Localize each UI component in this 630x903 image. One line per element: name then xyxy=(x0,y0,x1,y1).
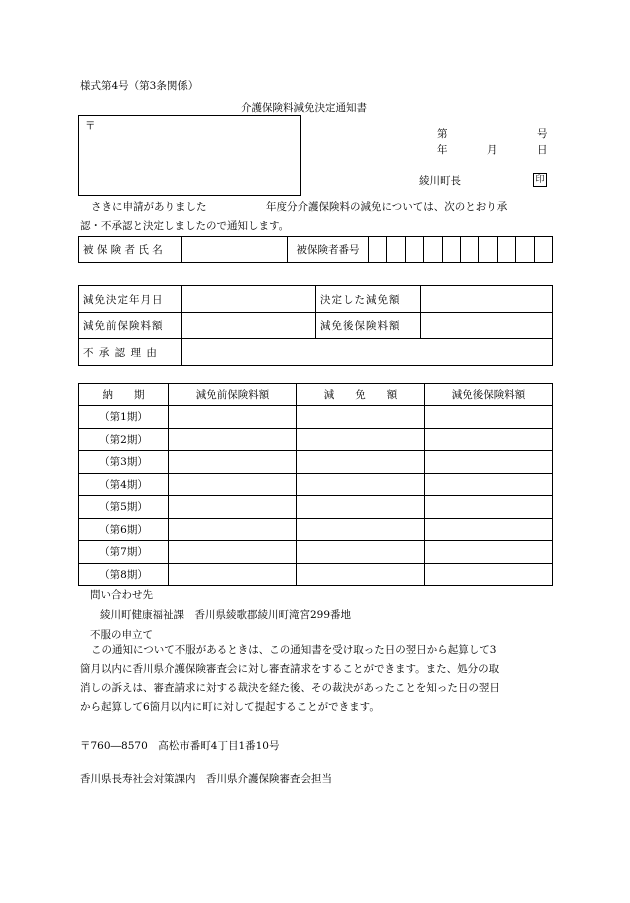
insured-number-label: 被保険者番号 xyxy=(288,237,369,263)
digit-cell xyxy=(534,237,552,263)
table-cell xyxy=(425,406,553,429)
appeal-office: 香川県長寿社会対策課内 香川県介護保険審査会担当 xyxy=(80,773,332,785)
digit-cell xyxy=(442,237,460,263)
address-box xyxy=(78,115,301,196)
seal-mark: 印 xyxy=(533,173,547,187)
table-cell xyxy=(297,518,425,541)
decided-amount-field xyxy=(421,286,553,313)
ref-go: 号 xyxy=(537,128,548,140)
before-amount-label: 減免前保険料額 xyxy=(79,313,182,339)
ref-dai: 第 xyxy=(437,128,448,140)
table-cell xyxy=(169,563,297,586)
postal-mark: 〒 xyxy=(85,120,96,132)
period-label: （第4期） xyxy=(79,473,169,496)
digit-cell xyxy=(369,237,387,263)
insured-name-label: 被 保 険 者 氏 名 xyxy=(79,237,182,263)
header-after: 減免後保険料額 xyxy=(425,384,553,406)
digit-cell xyxy=(405,237,423,263)
intro-line1-a: さきに申請がありました xyxy=(91,201,207,213)
period-label: （第3期） xyxy=(79,451,169,474)
table-cell xyxy=(297,406,425,429)
contact-heading: 問い合わせ先 xyxy=(90,589,153,601)
table-cell xyxy=(169,496,297,519)
period-label: （第7期） xyxy=(79,541,169,564)
rejection-reason-label: 不 承 認 理 由 xyxy=(79,339,182,366)
digit-cell xyxy=(497,237,515,263)
period-label: （第5期） xyxy=(79,496,169,519)
table-cell xyxy=(169,406,297,429)
digit-cell xyxy=(460,237,478,263)
date-day: 日 xyxy=(537,144,548,156)
date-month: 月 xyxy=(487,144,498,156)
digit-cell xyxy=(516,237,534,263)
table-cell xyxy=(297,563,425,586)
table-cell xyxy=(425,451,553,474)
table-cell xyxy=(169,541,297,564)
intro-line2: 認・不承認と決定しましたので通知します。 xyxy=(80,220,290,232)
insured-table xyxy=(78,236,553,263)
insured-name-field xyxy=(182,237,288,263)
table-cell xyxy=(297,473,425,496)
decided-amount-label: 決定した減免額 xyxy=(316,286,421,313)
table-cell xyxy=(425,428,553,451)
table-cell xyxy=(297,541,425,564)
table-cell xyxy=(169,518,297,541)
period-label: （第8期） xyxy=(79,563,169,586)
digit-cell xyxy=(387,237,405,263)
table-cell xyxy=(425,473,553,496)
document-title: 介護保険料減免決定通知書 xyxy=(241,102,367,114)
objection-line: 消しの訴えは、審査請求に対する裁決を経た後、その裁決があったことを知った日の翌日 xyxy=(80,682,500,694)
table-cell xyxy=(425,496,553,519)
table-cell xyxy=(297,428,425,451)
period-label: （第2期） xyxy=(79,428,169,451)
objection-line: この通知について不服があるときは、この通知書を受け取った日の翌日から起算して3 xyxy=(91,644,497,656)
issuer-name: 綾川町長 xyxy=(419,175,461,187)
after-amount-label: 減免後保険料額 xyxy=(316,313,421,339)
header-before: 減免前保険料額 xyxy=(169,384,297,406)
table-cell xyxy=(297,496,425,519)
table-cell xyxy=(425,518,553,541)
objection-line: 箇月以内に香川県介護保険審査会に対し審査請求をすることができます。また、処分の取 xyxy=(80,663,500,675)
appeal-address: 〒760―8570 高松市番町4丁目1番10号 xyxy=(80,740,280,752)
period-label: （第6期） xyxy=(79,518,169,541)
date-year: 年 xyxy=(437,144,448,156)
objection-heading: 不服の申立て xyxy=(90,629,153,641)
table-cell xyxy=(169,428,297,451)
table-cell xyxy=(425,541,553,564)
digit-cell xyxy=(424,237,442,263)
decision-date-field xyxy=(182,286,316,313)
table-cell xyxy=(169,451,297,474)
before-amount-field xyxy=(182,313,316,339)
header-period: 納 期 xyxy=(79,384,169,406)
header-reduction: 減 免 額 xyxy=(297,384,425,406)
contact-detail: 綾川町健康福祉課 香川県綾歌郡綾川町滝宮299番地 xyxy=(100,609,352,621)
table-cell xyxy=(297,451,425,474)
after-amount-field xyxy=(421,313,553,339)
period-label: （第1期） xyxy=(79,406,169,429)
decision-table xyxy=(78,285,553,366)
installments-table xyxy=(78,383,553,586)
rejection-reason-field xyxy=(182,339,553,366)
table-cell xyxy=(425,563,553,586)
digit-cell xyxy=(479,237,497,263)
table-cell xyxy=(169,473,297,496)
decision-date-label: 減免決定年月日 xyxy=(79,286,182,313)
intro-line1-b: 年度分介護保険料の減免については、次のとおり承 xyxy=(266,201,508,213)
form-number: 様式第4号（第3条関係） xyxy=(80,80,199,92)
objection-line: から起算して6箇月以内に町に対して提起することができます。 xyxy=(80,701,380,713)
